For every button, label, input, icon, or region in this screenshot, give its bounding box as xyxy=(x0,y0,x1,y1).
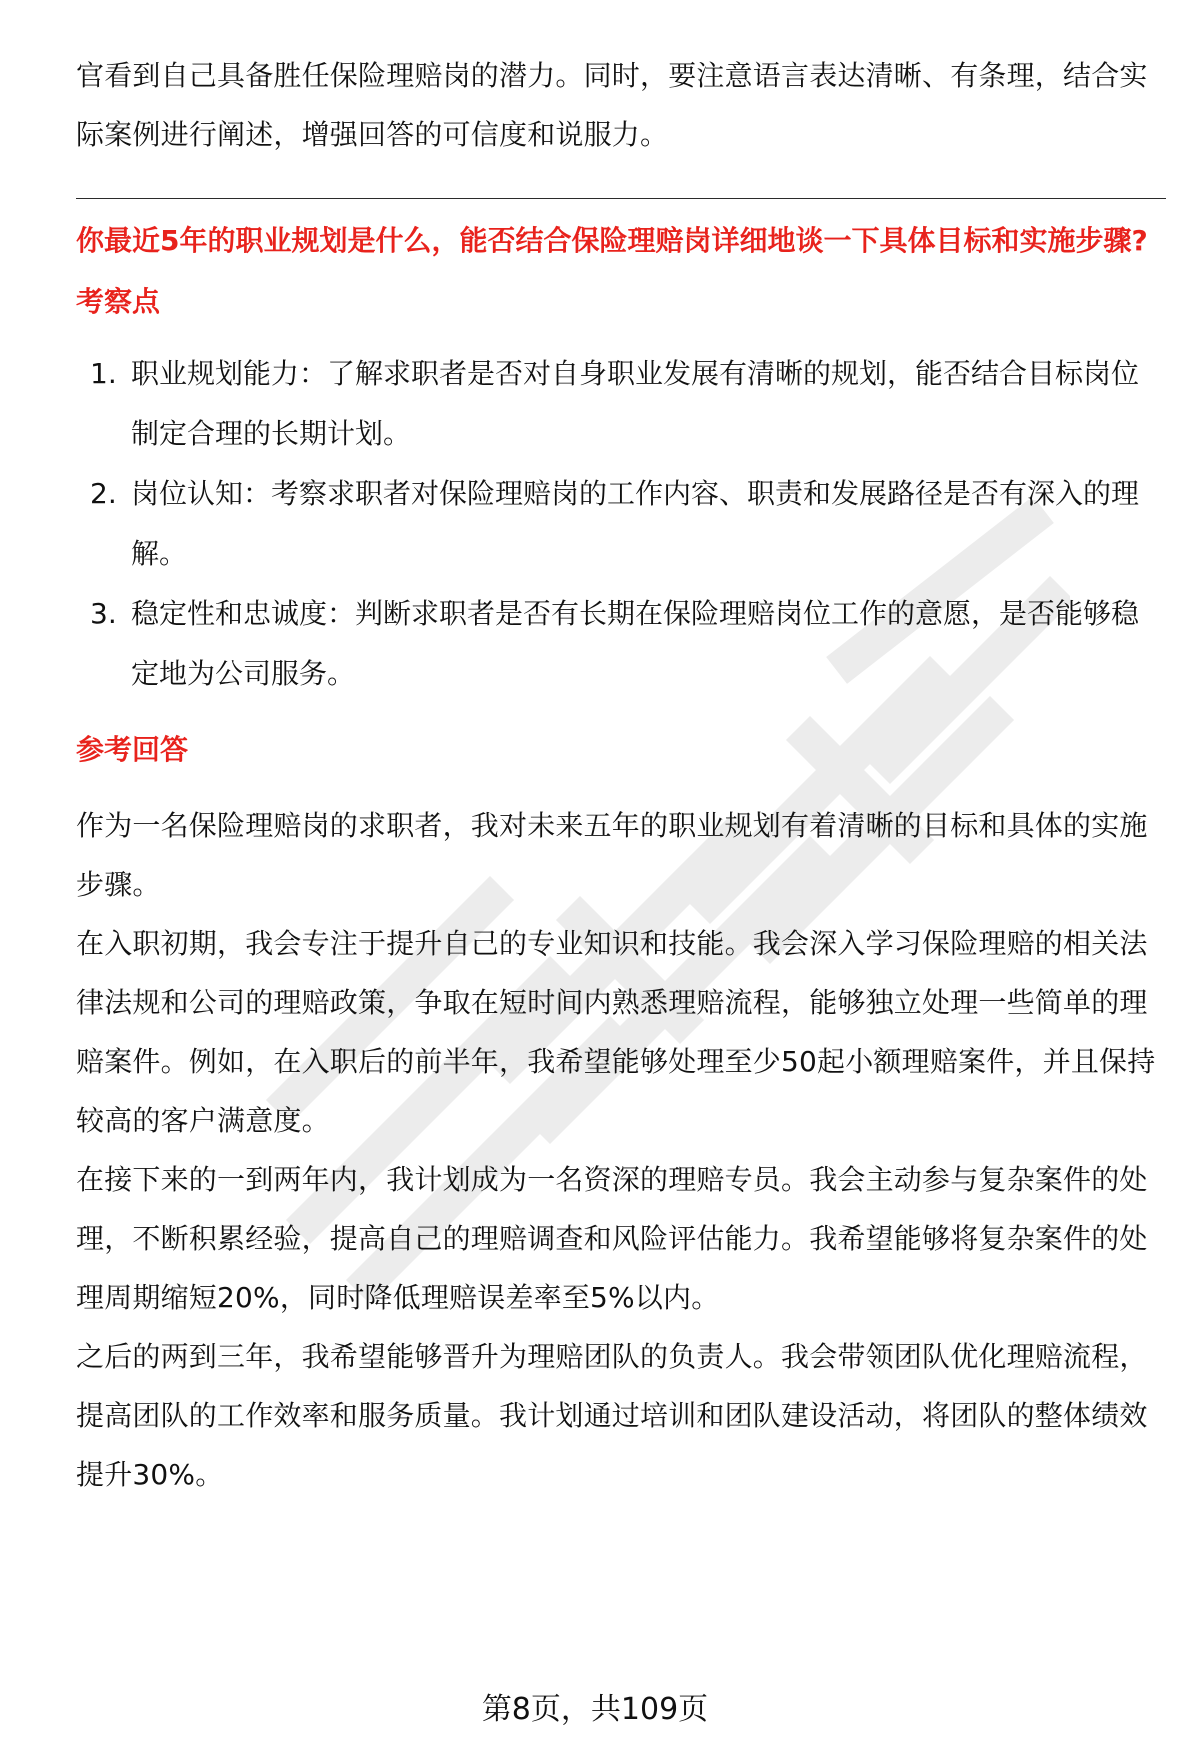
intro-paragraph: 官看到自己具备胜任保险理赔岗的潜力。同时，要注意语言表达清晰、有条理，结合实际案例进行阐述，增强回答的可信度和说服力。 xyxy=(76,59,1148,151)
list-item-number: 2. xyxy=(90,477,117,510)
main-content xyxy=(76,46,1166,1504)
list-item-text: 稳定性和忠诚度：判断求职者是否有长期在保险理赔岗位工作的意愿，是否能够稳定地为公司服务。 xyxy=(131,597,1140,690)
assessment-list xyxy=(76,344,1166,704)
page-number-footer: 第8页，共109页 xyxy=(481,1692,709,1727)
section-divider xyxy=(76,198,1166,199)
question-title: 你最近5年的职业规划是什么，能否结合保险理赔岗详细地谈一下具体目标和实施步骤? xyxy=(76,224,1148,257)
list-item-number: 3. xyxy=(90,597,117,630)
list-item-text: 职业规划能力：了解求职者是否对自身职业发展有清晰的规划，能否结合目标岗位制定合理的长期计划。 xyxy=(131,357,1140,450)
list-item xyxy=(76,584,1166,704)
list-item-number: 1. xyxy=(90,357,117,390)
list-item-text: 岗位认知：考察求职者对保险理赔岗的工作内容、职责和发展路径是否有深入的理解。 xyxy=(131,477,1140,570)
answer-paragraph: 在接下来的一到两年内，我计划成为一名资深的理赔专员。我会主动参与复杂案件的处理，不断积累经验，提高自己的理赔调查和风险评估能力。我希望能够将复杂案件的处理周期缩短20%，同时降低理赔误差率至5%以内。 xyxy=(76,1163,1148,1314)
assessment-heading: 考察点 xyxy=(76,285,161,318)
answer-paragraph: 之后的两到三年，我希望能够晋升为理赔团队的负责人。我会带领团队优化理赔流程，提高团队的工作效率和服务质量。我计划通过培训和团队建设活动，将团队的整体绩效提升30%。 xyxy=(76,1340,1148,1491)
list-item xyxy=(76,344,1166,464)
answer-paragraph: 在入职初期，我会专注于提升自己的专业知识和技能。我会深入学习保险理赔的相关法律法规和公司的理赔政策，争取在短时间内熟悉理赔流程，能够独立处理一些简单的理赔案件。例如，在入职后的前半年，我希望能够处理至少50起小额理赔案件，并且保持较高的客户满意度。 xyxy=(76,927,1156,1137)
answer-heading: 参考回答 xyxy=(76,733,189,766)
list-item xyxy=(76,464,1166,584)
answer-paragraph: 作为一名保险理赔岗的求职者，我对未来五年的职业规划有着清晰的目标和具体的实施步骤。 xyxy=(76,809,1148,901)
